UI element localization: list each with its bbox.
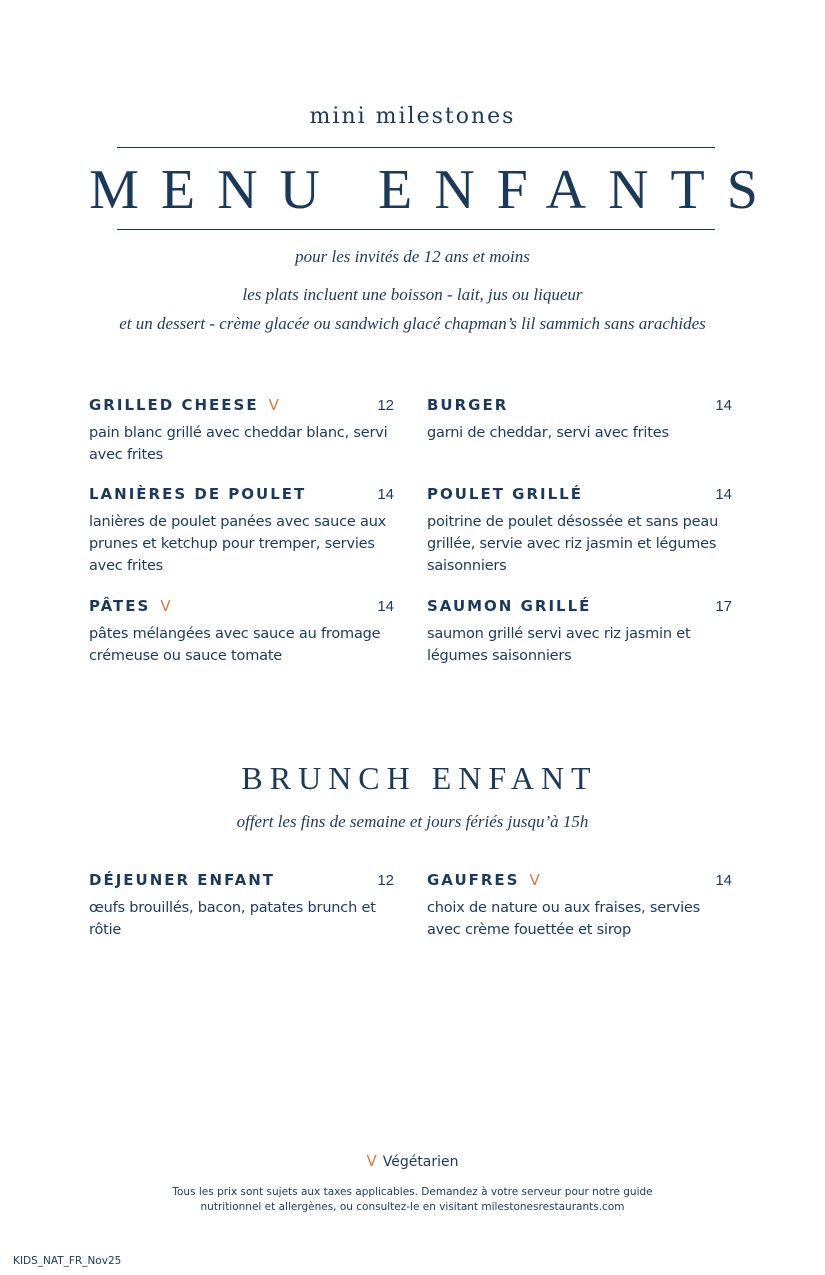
tax-footnote bbox=[0, 1185, 825, 1215]
item-price: 14 bbox=[377, 598, 394, 615]
vegetarian-icon: V bbox=[268, 396, 279, 414]
menu-item-grilled-salmon bbox=[427, 597, 732, 667]
menu-item-grilled-cheese bbox=[89, 396, 394, 466]
menu-item-grilled-chicken bbox=[427, 485, 732, 577]
item-name: PÂTES bbox=[89, 597, 151, 615]
age-note: pour les invités de 12 ans et moins bbox=[295, 247, 530, 266]
vegetarian-icon: V bbox=[529, 871, 540, 889]
menu-item-pasta bbox=[89, 597, 394, 667]
item-description: garni de cheddar, servi avec frites bbox=[427, 425, 669, 441]
item-name: GRILLED CHEESE bbox=[89, 396, 259, 414]
item-description: pâtes mélangées avec sauce au fromage crémeuse ou sauce tomate bbox=[89, 626, 381, 664]
item-name: DÉJEUNER ENFANT bbox=[89, 871, 275, 889]
item-price: 17 bbox=[715, 598, 732, 615]
item-description: œufs brouillés, bacon, patates brunch et rôtie bbox=[89, 900, 376, 938]
legend-label: Végétarien bbox=[382, 1154, 459, 1170]
item-price: 14 bbox=[715, 872, 732, 889]
menu-item-kids-breakfast bbox=[89, 871, 394, 941]
menu-item-waffles bbox=[427, 871, 732, 941]
brand-subtitle: mini milestones bbox=[309, 104, 516, 129]
item-price: 14 bbox=[715, 397, 732, 414]
footnote-line-2: nutritionnel et allergènes, ou consultez-le en visitant milestonesrestaurants.com bbox=[200, 1201, 625, 1213]
divider-bottom bbox=[117, 229, 715, 230]
divider-top bbox=[117, 147, 715, 148]
vegetarian-icon: V bbox=[160, 597, 171, 615]
item-name: POULET GRILLÉ bbox=[427, 485, 583, 503]
item-description: choix de nature ou aux fraises, servies avec crème fouettée et sirop bbox=[427, 900, 700, 938]
item-name: SAUMON GRILLÉ bbox=[427, 597, 592, 615]
footnote-line-1: Tous les prix sont sujets aux taxes applicables. Demandez à votre serveur pour notre guide bbox=[172, 1186, 653, 1198]
item-description: pain blanc grillé avec cheddar blanc, servi avec frites bbox=[89, 425, 388, 463]
menu-item-burger bbox=[427, 396, 732, 444]
item-price: 12 bbox=[377, 872, 394, 889]
item-price: 14 bbox=[715, 486, 732, 503]
item-description: saumon grillé servi avec riz jasmin et légumes saisonniers bbox=[427, 626, 691, 664]
brunch-title: BRUNCH ENFANT bbox=[241, 760, 598, 796]
item-price: 14 bbox=[377, 486, 394, 503]
document-code: KIDS_NAT_FR_Nov25 bbox=[13, 1255, 122, 1267]
item-name: BURGER bbox=[427, 396, 509, 414]
item-price: 12 bbox=[377, 397, 394, 414]
brunch-note: offert les fins de semaine et jours fériés jusqu’à 15h bbox=[236, 812, 589, 831]
include-note-2: et un dessert - crème glacée ou sandwich glacé chapman’s lil sammich sans arachides bbox=[119, 314, 706, 333]
item-name: LANIÈRES DE POULET bbox=[89, 485, 307, 503]
item-description: lanières de poulet panées avec sauce aux prunes et ketchup pour tremper, servies avec frites bbox=[89, 514, 387, 574]
menu-item-chicken-strips bbox=[89, 485, 394, 577]
include-note-1: les plats incluent une boisson - lait, jus ou liqueur bbox=[242, 285, 583, 304]
vegetarian-icon: V bbox=[366, 1152, 377, 1170]
page-title: MENU ENFANTS bbox=[89, 159, 780, 221]
item-name: GAUFRES bbox=[427, 871, 520, 889]
item-description: poitrine de poulet désossée et sans peau grillée, servie avec riz jasmin et légumes saisonniers bbox=[427, 514, 719, 574]
vegetarian-legend bbox=[0, 1152, 825, 1170]
